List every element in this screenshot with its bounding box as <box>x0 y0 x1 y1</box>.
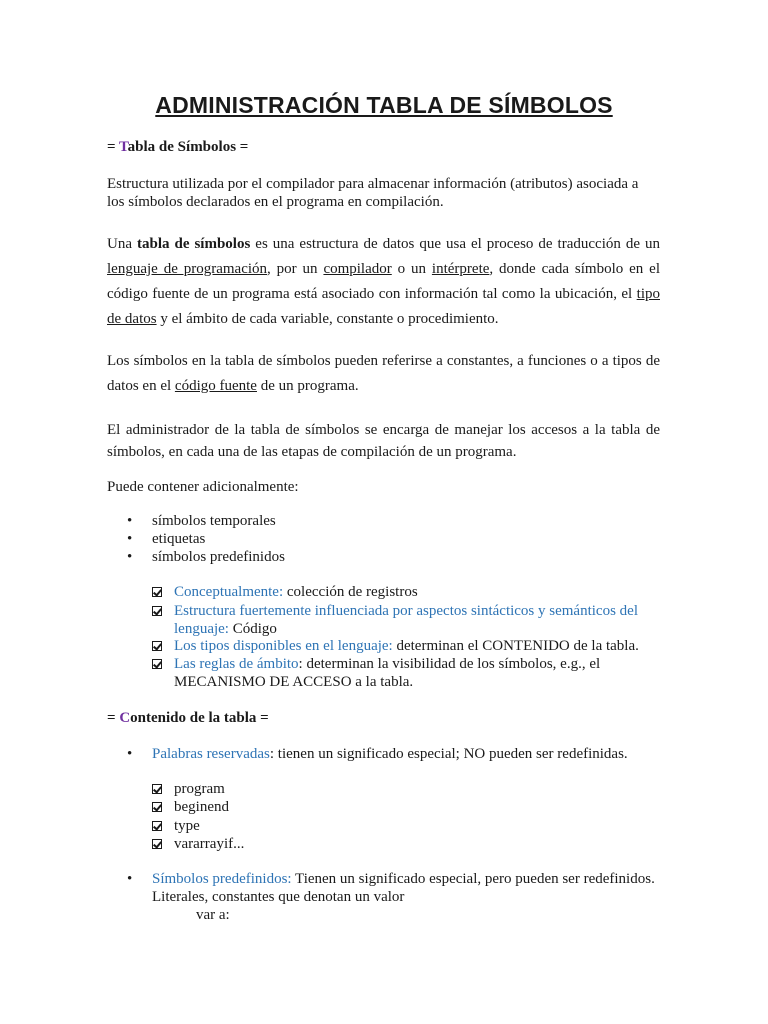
list-item-line: Literales, constantes que denotan un valor <box>152 889 405 905</box>
checkbox-icon <box>152 839 162 849</box>
check-item-text <box>174 655 600 691</box>
checkbox-icon <box>152 821 162 831</box>
paragraph-estructura <box>107 175 667 211</box>
paragraph-puede-contener: Puede contener adicionalmente: <box>107 479 299 495</box>
text-run: de un programa. <box>256 378 359 394</box>
text-run: Código <box>228 621 277 637</box>
bullet-marker: • <box>127 871 133 887</box>
checkbox-icon <box>152 659 162 669</box>
paragraph-definicion <box>107 232 660 332</box>
text-run: , por un <box>267 261 324 277</box>
check-item-text <box>174 583 418 601</box>
list-item-line <box>152 870 672 888</box>
blue-term: Símbolos predefinidos: <box>152 871 292 887</box>
check-item-text: program <box>174 781 225 797</box>
text-run: MECANISMO DE ACCESO a la tabla. <box>174 674 414 690</box>
text-run: Los símbolos en la tabla de símbolos pueden referirse a constantes, a funciones o a tipos de datos en el <box>107 353 660 394</box>
section-initial: T <box>119 139 128 155</box>
text-run: : determinan la visibilidad de los símbolos, e.g., el <box>298 656 601 672</box>
text-run: y el ámbito de cada variable, constante o procedimiento. <box>156 311 499 327</box>
section-rest: ontenido de la tabla = <box>130 710 269 726</box>
checkbox-icon <box>152 784 162 794</box>
section-prefix: = <box>107 710 120 726</box>
link-compilador[interactable]: compilador <box>323 261 392 277</box>
blue-term: Palabras reservadas <box>152 746 270 762</box>
blue-term: Las reglas de ámbito <box>174 656 299 672</box>
checkbox-icon <box>152 802 162 812</box>
bullet-marker: • <box>127 513 133 529</box>
blue-term: Conceptualmente: <box>174 584 284 600</box>
text-run: o un <box>391 261 432 277</box>
section-prefix: = <box>107 139 120 155</box>
paragraph-line: los símbolos declarados en el programa en compilación. <box>107 194 444 210</box>
link-lenguaje-programacion[interactable]: lenguaje de programación <box>107 261 268 277</box>
blue-term: Los tipos disponibles en el lenguaje: <box>174 638 393 654</box>
checkbox-icon <box>152 606 162 616</box>
checkbox-icon <box>152 587 162 597</box>
check-item-text: beginend <box>174 799 229 815</box>
text-run: , donde cada símbolo en el código fuente de un programa está asociado con información tal como la ubicación, el <box>107 261 661 302</box>
list-item-text: símbolos temporales <box>152 513 276 529</box>
blue-term: Estructura fuertemente influenciada por aspectos sintácticos y semánticos del <box>174 603 638 619</box>
list-item-text <box>152 870 672 924</box>
paragraph-simbolos <box>107 349 660 399</box>
link-codigo-fuente[interactable]: código fuente <box>174 378 257 394</box>
blue-term: lenguaje: <box>174 621 229 637</box>
text-run: es una estructura de datos que usa el proceso de traducción de un <box>250 236 660 252</box>
bullet-marker: • <box>127 531 133 547</box>
link-interprete[interactable]: intérprete <box>431 261 490 277</box>
list-item-line: var a: <box>196 907 230 923</box>
check-item-text: type <box>174 818 200 834</box>
text-run: colección de registros <box>283 584 418 600</box>
section-heading-tabla <box>107 138 660 156</box>
section-heading-contenido <box>107 709 660 727</box>
page-title: ADMINISTRACIÓN TABLA DE SÍMBOLOS <box>155 92 613 118</box>
list-item-text <box>152 745 628 763</box>
bullet-marker: • <box>127 549 133 565</box>
paragraph-administrador: El administrador de la tabla de símbolos se encarga de manejar los accesos a la tabla de símbolos, en cada una de las etapas de compilación de un programa. <box>107 422 660 460</box>
bullet-marker: • <box>127 746 133 762</box>
check-item-text <box>174 637 639 655</box>
text-run: determinan el CONTENIDO de la tabla. <box>392 638 639 654</box>
list-item-text: símbolos predefinidos <box>152 549 285 565</box>
check-item-text: vararrayif... <box>174 836 245 852</box>
link-tipo-de-datos[interactable]: tipo de datos <box>107 286 660 327</box>
bold-term: tabla de símbolos <box>136 236 251 252</box>
text-run: Tienen un significado especial, pero pueden ser redefinidos. <box>291 871 655 887</box>
check-item-text <box>174 602 638 638</box>
paragraph-line: Estructura utilizada por el compilador para almacenar información (atributos) asociada a <box>107 176 639 192</box>
checkbox-icon <box>152 641 162 651</box>
text-run: Una <box>107 236 137 252</box>
section-initial: C <box>119 710 131 726</box>
list-item-text: etiquetas <box>152 531 206 547</box>
text-run: : tienen un significado especial; NO pueden ser redefinidas. <box>269 746 628 762</box>
section-rest: abla de Símbolos = <box>127 139 249 155</box>
